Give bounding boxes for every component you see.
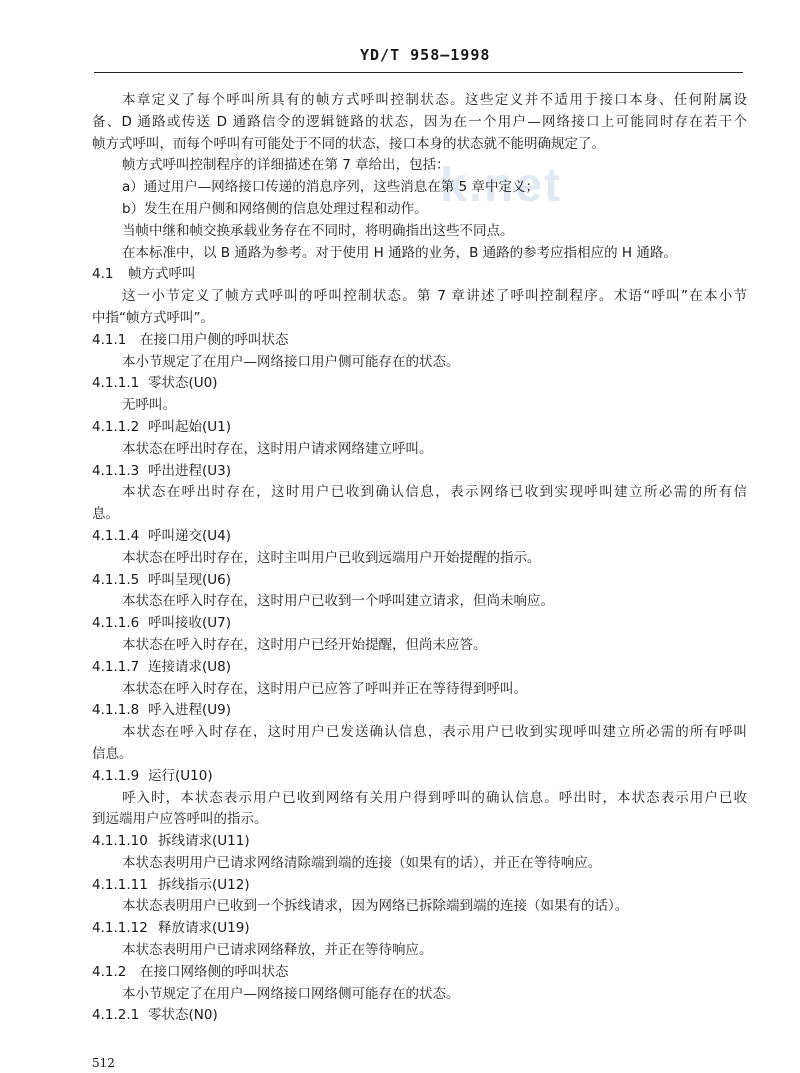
section-number: 4.1.1.11 [92,876,148,893]
section-title: 运行(U10) [148,767,213,784]
standard-code-header: YD/T 958—1998 [360,46,491,64]
intro-line: 备、D 通路或传送 D 通路信令的逻辑链路的状态，因为在一个用户—网络接口上可能同时存在若干个 [92,113,747,130]
section-title: 连接请求(U8) [148,658,232,675]
section-heading [92,526,747,548]
section-body: 到远端用户应答呼叫的指示。 [92,811,268,828]
section-heading [92,700,747,722]
section-number: 4.1.2 [92,963,127,980]
section-heading [92,613,747,635]
section-number: 4.1.1.9 [92,767,140,784]
section-body: 本状态在呼入时存在，这时用户已发送确认信息，表示用户已收到实现呼叫建立所必需的所有呼叫 [122,724,747,741]
section-title: 呼叫递交(U4) [148,527,232,544]
section-title: 呼叫接收(U7) [148,615,232,632]
section-title: 释放请求(U19) [158,920,250,937]
section-title: 呼叫起始(U1) [148,418,232,435]
section-body: 无呼叫。 [122,397,176,414]
section-title: 帧方式呼叫 [128,266,196,283]
section-body: 本状态表明用户已请求网络释放，并正在等待响应。 [122,942,433,959]
section-heading [92,831,747,853]
section-body: 本状态在呼出时存在，这时用户已收到确认信息，表示网络已收到实现呼叫建立所必需的所有信 [122,484,747,501]
section-heading [92,570,747,592]
differences-paragraph: 当帧中继和帧交换承载业务存在不同时，将明确指出这些不同点。 [122,222,514,239]
section-title: 拆线指示(U12) [158,876,250,893]
section-body: 息。 [92,506,119,523]
section-heading [92,417,747,439]
section-number: 4.1.2.1 [92,1007,140,1024]
section-heading [92,264,747,286]
procedures-paragraph: 帧方式呼叫控制程序的详细描述在第 7 章给出，包括： [122,157,450,174]
intro-line: 帧方式呼叫，而每个呼叫有可能处于不同的状态，接口本身的状态就不能明确规定了。 [92,135,605,152]
section-heading [92,373,747,395]
section-number: 4.1 [92,266,114,283]
section-body: 本状态在呼入时存在，这时用户已经开始提醒，但尚未应答。 [122,636,487,653]
section-title: 在接口网络侧的呼叫状态 [140,963,289,980]
section-number: 4.1.1.5 [92,571,140,588]
b-channel-paragraph: 在本标准中，以 B 通路为参考。对于使用 H 通路的业务，B 通路的参考应指相应的 H 通路。 [122,244,677,261]
section-heading [92,962,747,984]
section-heading [92,766,747,788]
section-number: 4.1.1.8 [92,702,140,719]
section-body: 信息。 [92,745,133,762]
section-body: 本状态表明用户已收到一个拆线请求，因为网络已拆除端到端的连接（如果有的话）。 [122,898,629,915]
watermark: k.net [440,159,563,212]
section-title: 呼入进程(U9) [148,702,232,719]
section-number: 4.1.1.10 [92,833,148,850]
list-item-b: b）发生在用户侧和网络侧的信息处理过程和动作。 [122,200,428,217]
section-title: 零状态(N0) [148,1007,218,1024]
section-number: 4.1.1.4 [92,527,140,544]
header-rule [94,72,743,73]
section-heading [92,918,747,940]
section-body: 本状态在呼出时存在，这时用户请求网络建立呼叫。 [122,440,433,457]
section-number: 4.1.1.1 [92,375,140,392]
section-body: 本状态在呼入时存在，这时用户已应答了呼叫并正在等待得到呼叫。 [122,680,527,697]
section-number: 4.1.1.6 [92,615,140,632]
section-body: 本小节规定了在用户—网络接口网络侧可能存在的状态。 [122,985,460,1002]
section-number: 4.1.1 [92,331,127,348]
section-number: 4.1.1.7 [92,658,140,675]
section-body: 这一小节定义了帧方式呼叫的呼叫控制状态。第 7 章讲述了呼叫控制程序。术语“呼叫”在本小节 [122,288,747,305]
section-number: 4.1.1.3 [92,462,140,479]
section-body: 本状态在呼出时存在，这时主叫用户已收到远端用户开始提醒的指示。 [122,549,541,566]
list-item-a: a）通过用户—网络接口传递的消息序列，这些消息在第 5 章中定义； [122,179,539,196]
section-title: 拆线请求(U11) [158,833,250,850]
section-number: 4.1.1.12 [92,920,148,937]
section-heading [92,657,747,679]
section-title: 在接口用户侧的呼叫状态 [140,331,289,348]
document-body [92,90,747,1027]
section-heading [92,1005,747,1027]
page-number: 512 [92,1056,115,1070]
section-body: 本状态在呼入时存在，这时用户已收到一个呼叫建立请求，但尚未响应。 [122,593,554,610]
section-body: 本状态表明用户已请求网络清除端到端的连接（如果有的话），并正在等待响应。 [122,854,602,871]
section-heading [92,875,747,897]
section-heading [92,461,747,483]
section-heading [92,330,747,352]
section-number: 4.1.1.2 [92,418,140,435]
section-body: 中指“帧方式呼叫”。 [92,309,214,326]
section-title: 零状态(U0) [148,375,218,392]
section-body: 本小节规定了在用户—网络接口用户侧可能存在的状态。 [122,353,460,370]
intro-line: 本章定义了每个呼叫所具有的帧方式呼叫控制状态。这些定义并不适用于接口本身、任何附属设 [122,92,747,108]
section-title: 呼叫呈现(U6) [148,571,232,588]
section-body: 呼入时，本状态表示用户已收到网络有关用户得到呼叫的确认信息。呼出时，本状态表示用户已收 [122,789,747,806]
section-title: 呼出进程(U3) [148,462,232,479]
